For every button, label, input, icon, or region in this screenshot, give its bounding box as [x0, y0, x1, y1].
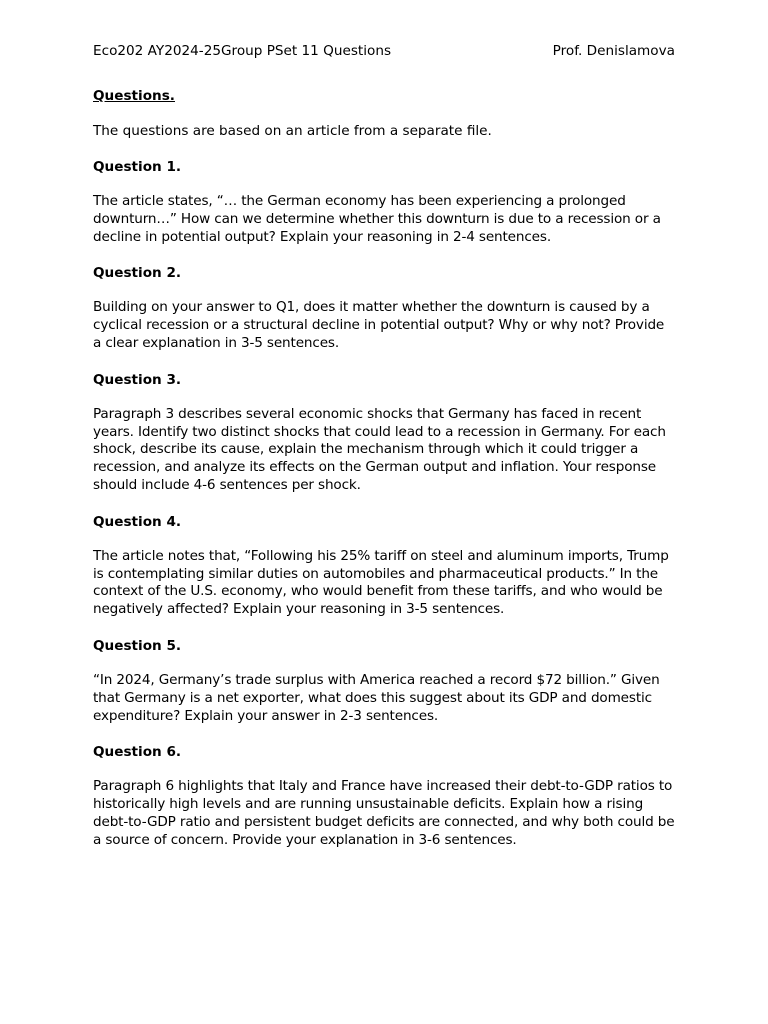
- header-course-title: Eco202 AY2024-25Group PSet 11 Questions: [93, 43, 392, 59]
- question-block-3: [93, 371, 675, 495]
- question-title-1: Question 1.: [93, 159, 182, 175]
- question-body-6: Paragraph 6 highlights that Italy and France have increased their debt-to-GDP ratios to historically high levels and are running unsustainable deficits. Explain how a rising debt-to-GDP ratio and persistent budget deficits are connected, and why both could be a source of concern. Provide your explanation in 3-6 sentences.: [93, 778, 675, 848]
- question-body-1: The article states, “… the German economy has been experiencing a prolonged downturn…” How can we determine whether this downturn is due to a recession or a decline in potential output? Explain your reasoning in 2-4 sentences.: [93, 193, 661, 245]
- question-body-4: The article notes that, “Following his 25% tariff on steel and aluminum imports, Trump is contemplating similar duties on automobiles and pharmaceutical products.” In the context of the U.S. economy, who would benefit from these tariffs, and who would be negatively affected? Explain your reasoning in 3-5 sentences.: [93, 547, 669, 618]
- header-professor: Prof. Denislamova: [552, 43, 675, 59]
- question-block-4: [93, 513, 675, 619]
- intro-text: The questions are based on an article from a separate file.: [93, 123, 492, 139]
- page-header: [93, 42, 675, 60]
- question-body-3: Paragraph 3 describes several economic shocks that Germany has faced in recent years. Identify two distinct shocks that could lead to a recession in Germany. For each shock, describe its cause, explain the mechanism through which it could trigger a recession, and analyze its effects on the German output and inflation. Your response should include 4-6 sentences per shock.: [93, 405, 666, 493]
- question-title-4: Question 4.: [93, 513, 182, 530]
- question-block-2: [93, 264, 675, 352]
- question-block-6: [93, 743, 675, 849]
- document-page: [93, 42, 675, 850]
- question-title-3: Question 3.: [93, 371, 182, 388]
- question-body-2: Building on your answer to Q1, does it matter whether the downturn is caused by a cyclical recession or a structural decline in potential output? Why or why not? Provide a clear explanation in 3-5 sentences.: [93, 299, 665, 351]
- question-block-1: [93, 158, 675, 246]
- section-heading: Questions.: [93, 88, 175, 104]
- question-title-5: Question 5.: [93, 637, 182, 654]
- question-title-2: Question 2.: [93, 265, 182, 282]
- question-body-5: “In 2024, Germany’s trade surplus with America reached a record $72 billion.” Given that Germany is a net exporter, what does this suggest about its GDP and domestic expenditure? Explain your answer in 2-3 sentences.: [93, 671, 660, 724]
- question-block-5: [93, 637, 675, 725]
- question-title-6: Question 6.: [93, 744, 182, 761]
